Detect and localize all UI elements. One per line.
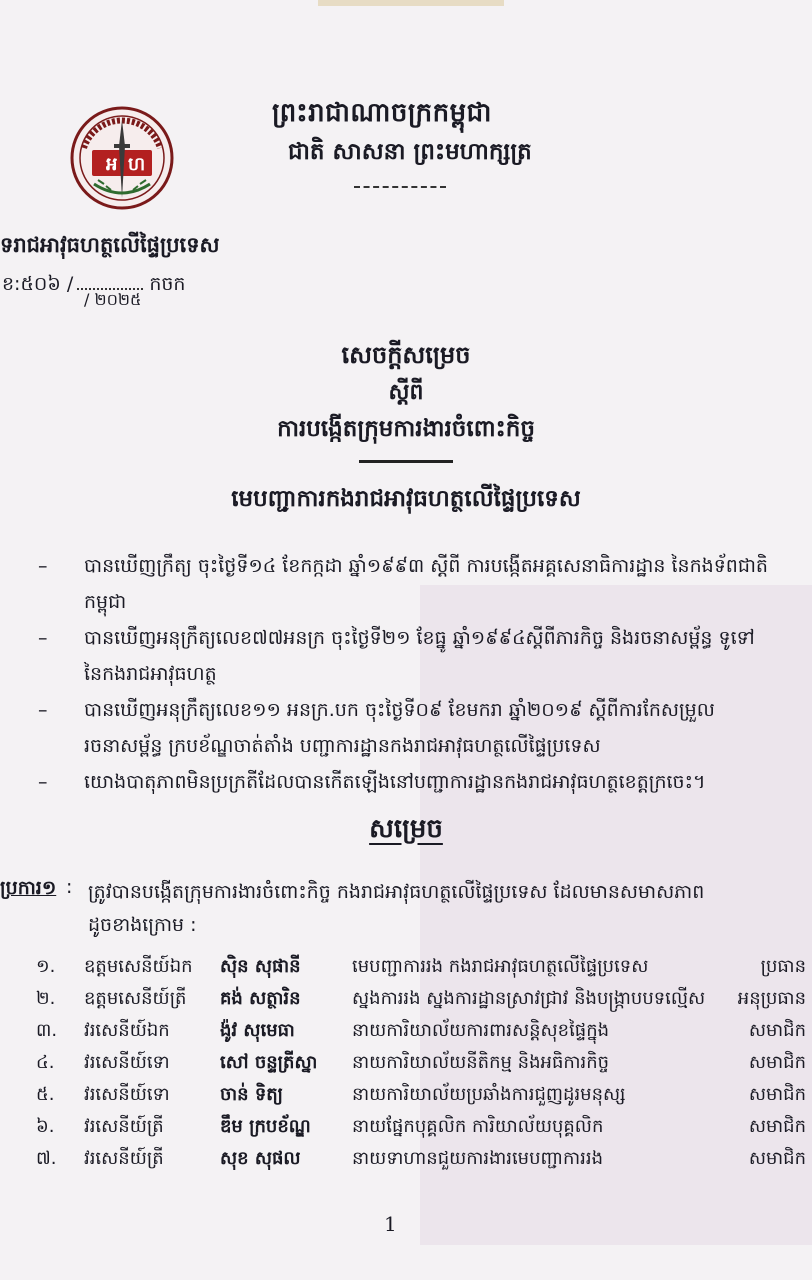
member-rank: វរសេនីយ៍ត្រី <box>84 1116 164 1137</box>
preamble-line: បានឃើញអនុក្រឹត្យលេខ៧៧អនក្រ ចុះថ្ងៃទី២១ ខែធ្នូ ឆ្នាំ១៩៩៤ស្តីពីភារកិច្ច និងរចនាសម្ព័ន្ធ ទូទៅ <box>84 627 755 649</box>
member-rank: ឧត្តមសេនីយ៍ឯក <box>84 956 193 977</box>
member-role: សមាជិក <box>748 1052 806 1073</box>
document-number-suffix: កចក <box>149 273 186 295</box>
member-name: ស៊ិន សុផានី <box>220 956 301 977</box>
preamble-item <box>38 692 798 764</box>
member-position: នាយផ្នែកបុគ្គលិក ការិយាល័យបុគ្គលិក <box>352 1116 604 1137</box>
member-number: ៥. <box>36 1084 55 1105</box>
preamble-item <box>38 620 798 692</box>
member-position: នាយការិយាល័យប្រឆាំងការជួញដូរមនុស្ស <box>352 1084 626 1105</box>
member-role: អនុប្រធាន <box>737 988 806 1009</box>
member-position: នាយទាហានជួយការងារមេបញ្ជាការរង <box>352 1148 604 1169</box>
scan-edge <box>318 0 504 6</box>
decides-heading: សម្រេច <box>369 814 443 844</box>
article-label: ប្រការ១ <box>0 877 57 899</box>
svg-text:ហ: ហ <box>128 154 146 175</box>
member-name: ចាន់ ទិត្យ <box>220 1084 284 1105</box>
member-row <box>0 1146 812 1178</box>
preamble-line: រចនាសម្ព័ន្ធ ក្របខ័ណ្ឌចាត់តាំង បញ្ជាការដ្ឋានកងរាជអាវុធហត្ថលើផ្ទៃប្រទេស <box>84 735 601 757</box>
preamble-line: យោងបាតុភាពមិនប្រក្រតីដែលបានកើតឡើងនៅបញ្ជាការដ្ឋានកងរាជអាវុធហត្ថខេត្តក្រចេះ។ <box>84 771 706 793</box>
preamble-item <box>38 548 798 620</box>
member-number: ១. <box>36 956 56 977</box>
document-number-value: ខ:៥០៦ / <box>2 273 74 295</box>
member-row <box>0 986 812 1018</box>
member-name: សៅ ចន្ទត្រីស្នា <box>220 1052 318 1073</box>
preamble-item <box>38 764 798 800</box>
article-line: ត្រូវបានបង្កើតក្រុមការងារចំពោះកិច្ច កងរាជអាវុធហត្ថលើផ្ទៃប្រទេស ដែលមានសមាសភាព <box>88 881 705 903</box>
issuer-org-name: ទរាជអាវុធហត្ថលើផ្ទៃប្រទេស <box>0 233 220 257</box>
member-position: នាយការិយាល័យនីតិកម្ម និងអធិការកិច្ច <box>352 1052 610 1073</box>
member-role: សមាជិក <box>748 1084 806 1105</box>
member-number: ៤. <box>36 1052 55 1073</box>
kingdom-title: ព្រះរាជាណាចក្រកម្ពុជា <box>272 98 492 128</box>
article-text <box>88 876 812 942</box>
member-rank: វរសេនីយ៍ទោ <box>84 1052 170 1073</box>
member-name: សុខ សុផល <box>220 1148 301 1169</box>
article-line: ដូចខាងក្រោម : <box>88 914 197 936</box>
preamble-line: បានឃើញក្រឹត្យ ចុះថ្ងៃទី១៤ ខែកក្កដា ឆ្នាំ១៩៩៣ ស្តីពី ការបង្កើតអគ្គសេនាធិការដ្ឋាន នៃកងទ័ពជាតិ <box>84 555 768 577</box>
national-motto: ជាតិ សាសនា ព្រះមហាក្សត្រ <box>288 139 532 165</box>
member-role: ប្រធាន <box>760 956 806 977</box>
member-name: ឌឹម ក្របខ័ណ្ឌ <box>220 1116 311 1137</box>
member-row <box>0 1018 812 1050</box>
member-role: សមាជិក <box>748 1020 806 1041</box>
member-position: ស្នងការរង ស្នងការដ្ឋានស្រាវជ្រាវ និងបង្ក្រាបបទល្មើស <box>352 988 706 1009</box>
member-number: ៣. <box>36 1020 58 1041</box>
member-name: ង៉ូវ សុមេធា <box>220 1020 295 1041</box>
preamble-line: បានឃើញអនុក្រឹត្យលេខ១១ អនក្រ.បក ចុះថ្ងៃទី០៩ ខែមករា ឆ្នាំ២០១៩ ស្តីពីការកែសម្រួល <box>84 699 715 721</box>
member-row <box>0 1050 812 1082</box>
bullet-dash: – <box>38 771 48 793</box>
bullet-dash: – <box>38 699 48 721</box>
decision-type: សេចក្តីសម្រេច <box>341 341 471 369</box>
member-row <box>0 1114 812 1146</box>
preamble-list <box>38 548 798 800</box>
member-rank: វរសេនីយ៍ឯក <box>84 1020 170 1041</box>
member-row <box>0 954 812 986</box>
bullet-dash: – <box>38 555 48 577</box>
national-police-seal-icon <box>70 106 174 210</box>
member-rank: វរសេនីយ៍ទោ <box>84 1084 170 1105</box>
page-number: 1 <box>384 1212 397 1236</box>
subject-divider <box>359 460 453 463</box>
member-position: នាយការិយាល័យការពារសន្តិសុខផ្ទៃក្នុង <box>352 1020 610 1041</box>
decision-about: ស្តីពី <box>388 380 424 405</box>
issuing-authority: មេបញ្ជាការកងរាជអាវុធហត្ថលើផ្ទៃប្រទេស <box>231 486 581 512</box>
member-number: ៦. <box>36 1116 55 1137</box>
decision-subject: ការបង្កើតក្រុមការងារចំពោះកិច្ច <box>277 416 535 442</box>
preamble-line: កម្ពុជា <box>84 591 127 613</box>
member-rank: វរសេនីយ៍ត្រី <box>84 1148 164 1169</box>
bullet-dash: – <box>38 627 48 649</box>
member-number: ២. <box>36 988 56 1009</box>
header-divider <box>354 186 446 188</box>
document-date: / ២០២៥ <box>84 290 142 309</box>
member-row <box>0 1082 812 1114</box>
member-number: ៧. <box>36 1148 57 1169</box>
preamble-line: នៃកងរាជអាវុធហត្ថ <box>84 663 217 685</box>
svg-text:អ: អ <box>106 154 118 175</box>
member-name: គង់ សត្ថារិន <box>220 988 301 1009</box>
member-position: មេបញ្ជាការរង កងរាជអាវុធហត្ថលើផ្ទៃប្រទេស <box>352 956 649 977</box>
member-rank: ឧត្តមសេនីយ៍ត្រី <box>84 988 187 1009</box>
member-role: សមាជិក <box>748 1148 806 1169</box>
article-colon: : <box>66 876 73 898</box>
member-role: សមាជិក <box>748 1116 806 1137</box>
